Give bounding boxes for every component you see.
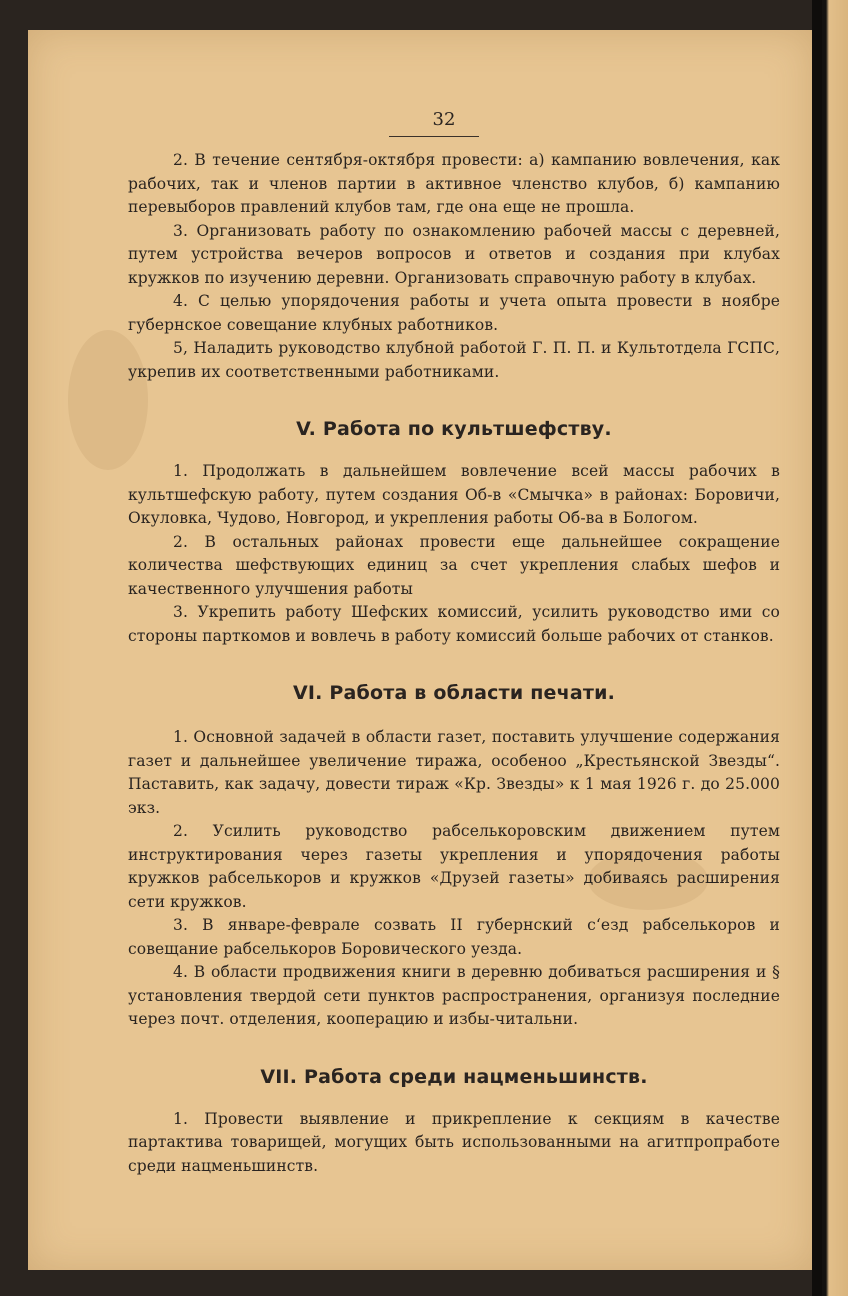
section-heading-5: V. Работа по культшефству.: [296, 418, 612, 440]
paragraph-s5-3: 3. Укрепить работу Шефских комиссий, усилить руководство ими со стороны парткомов и вовлечь в работу комиссий больше рабочих от станков.: [128, 603, 780, 645]
paragraph-s6-3: 3. В январе-феврале созвать II губернский с‘езд рабселькоров и совещание рабселькоров Боровического уезда.: [128, 916, 780, 958]
paragraph-s5-1: 1. Продолжать в дальнейшем вовлечение всей массы рабочих в культшефскую работу, путем создания Об-в «Смычка» в районах: Боровичи, Окуловка, Чудово, Новгород, и укрепления работы Об-ва в Бологом.: [128, 462, 780, 527]
adjacent-page-edge: [822, 0, 848, 1296]
paragraph-s7-1: 1. Провести выявление и прикрепление к секциям в качестве партактива товарищей, могущих быть использованными на агитпропработе среди нацменьшинств.: [128, 1109, 780, 1175]
paragraph-intro-3: 3. Организовать работу по ознакомлению рабочей массы с деревней, путем устройства вечеров вопросов и ответов и создания при клубах кружков по изучению деревни. Организовать справочную работу в клубах.: [128, 221, 780, 287]
paragraph-intro-5: 5, Наладить руководство клубной работой Г. П. П. и Культотдела ГСПС, укрепив их соответственными работниками.: [128, 339, 780, 381]
section-heading-6: VI. Работа в области печати.: [292, 682, 616, 704]
paragraph-intro-4: 4. С целью упорядочения работы и учета опыта провести в ноябре губернское совещание клубных работников.: [128, 292, 780, 334]
page-number-rule: [389, 136, 479, 137]
paragraph-s6-1: 1. Основной задачей в области газет, поставить улучшение содержания газет и дальнейшее увеличение тиража, особеноо „Крестьянской Звезды“. Паставить, как задачу, довести тираж «Кр. Звезды» к 1 мая 1926 г. до 25.000 экз.: [128, 728, 780, 817]
page-number: 32: [432, 109, 456, 130]
section-heading-7: VII. Работа среди нацменьшинств.: [260, 1065, 648, 1088]
paragraph-s6-4: 4. В области продвижения книги в деревню добиваться расширения и § установления твердой сети пунктов распространения, организуя последние через почт. отделения, кооперацию и избы-читальни.: [128, 963, 780, 1028]
page-content: [128, 108, 780, 1178]
paragraph-s6-2: 2. Усилить руководство рабселькоровским движением путем инструктирования через газеты укрепления и упорядочения работы кружков рабселькоров и кружков «Друзей газеты» добиваясь расширения сети кружков.: [128, 822, 780, 911]
paragraph-s5-2: 2. В остальных районах провести еще дальнейшее сокращение количества шефствующих единиц за счет укрепления слабых шефов и качественного улучшения работы: [128, 532, 780, 598]
page-gutter: [812, 0, 822, 1296]
paragraph-intro-2: 2. В течение сентября-октября провести: а) кампанию вовлечения, как рабочих, так и членов партии в активное членство клубов, б) кампанию перевыборов правлений клубов там, где она еще не прошла.: [128, 151, 780, 216]
